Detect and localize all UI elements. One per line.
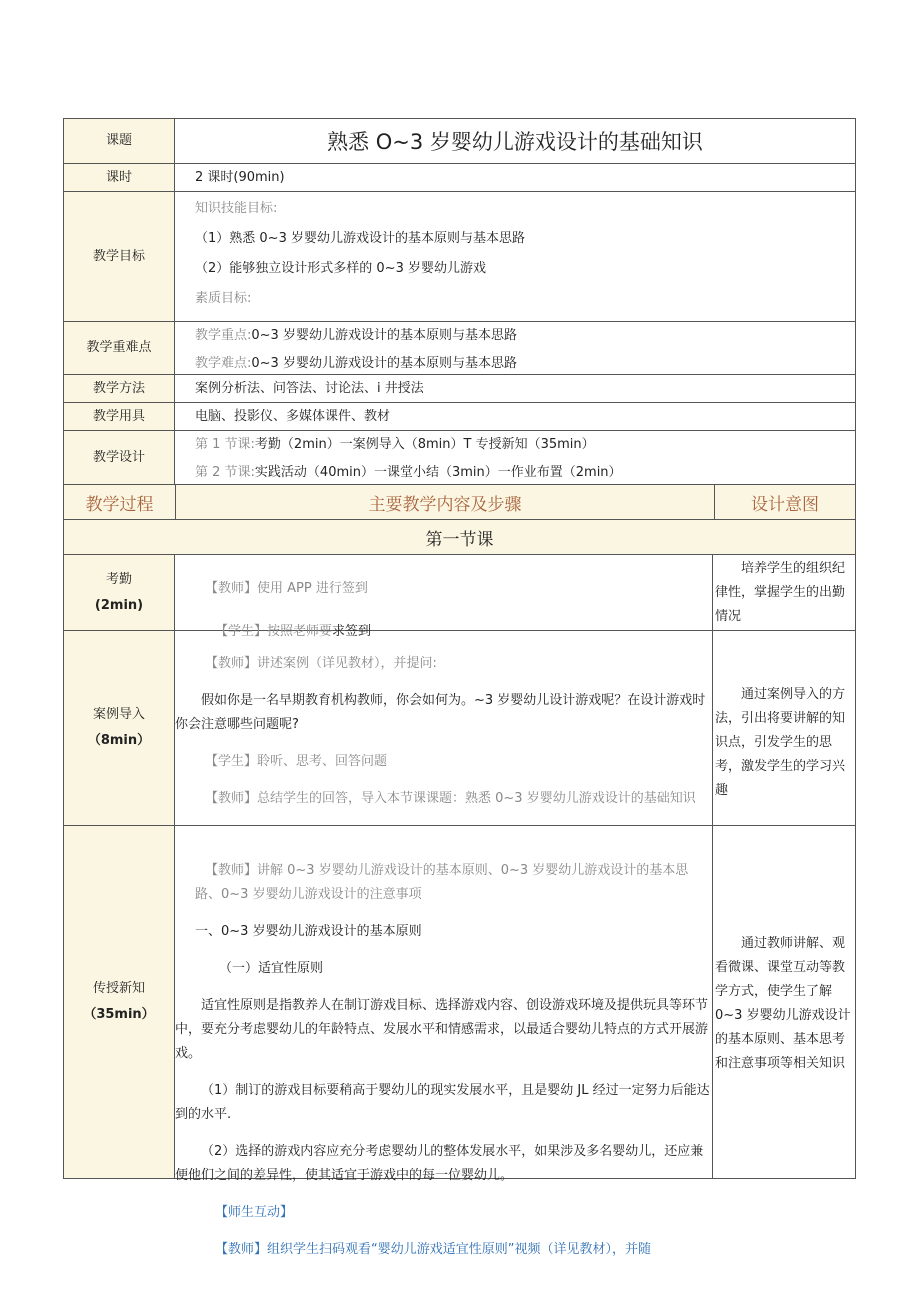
design-row (64, 431, 855, 485)
topic-label: 课题 (64, 119, 175, 163)
nk-teacher-1: 【教师】讲解 0~3 岁婴幼儿游戏设计的基本原则、0~3 岁婴幼儿游戏设计的基本思路、0~3 岁婴幼儿游戏设计的注意事项 (195, 863, 689, 902)
new-knowledge-label: 传授新知 (92, 981, 145, 996)
objectives-row (64, 192, 855, 322)
nk-heading-1: 一、0~3 岁婴幼儿游戏设计的基本原则 (195, 924, 422, 939)
process-col-2: 主要教学内容及步骤 (176, 485, 715, 519)
nk-point-1: （1）制订的游戏目标要稍高于婴幼儿的现实发展水平，且是婴幼 JL 经过一定努力后能达到的水平. (175, 1083, 710, 1122)
case-intro-label: 案例导入 (92, 707, 145, 722)
skill-title: 知识技能目标: (195, 201, 278, 216)
method-value: 案例分析法、问答法、讨论法、i 井授法 (195, 381, 424, 396)
case-teacher-1: 【教师】讲述案例（详见教材），并提问: (205, 656, 437, 671)
process-header (64, 485, 855, 520)
objectives-label: 教学目标 (64, 192, 175, 321)
method-label: 教学方法 (64, 375, 175, 402)
attendance-student-post: 求签到 (332, 624, 372, 639)
nk-para-1: 适宜性原则是指教养人在制订游戏目标、选择游戏内容、创设游戏环境及提供玩具等环节中，要充分考虑婴幼儿的年龄特点、发展水平和情感需求，以最适合婴幼儿特点的方式开展游戏。 (175, 998, 709, 1061)
new-knowledge-duration: （35min） (83, 1007, 155, 1022)
hours-value: 2 课时(90min) (195, 170, 285, 185)
tools-label: 教学用具 (64, 403, 175, 430)
process-col-3: 设计意图 (751, 494, 819, 515)
focus-label: 教学重点: (195, 328, 252, 343)
attendance-row (64, 555, 855, 639)
attendance-label: 考勤 (105, 571, 132, 587)
hours-label: 课时 (64, 164, 175, 191)
case-question: 假如你是一名早期教育机构教师，你会如何为。~3 岁婴幼儿设计游戏呢？在设计游戏时你会注意哪些问题呢? (175, 693, 706, 732)
new-knowledge-row (64, 826, 855, 1257)
case-teacher-2: 【教师】总结学生的回答，导入本节课课题：熟悉 0~3 岁婴幼儿游戏设计的基础知识 (205, 791, 696, 806)
tools-value: 电脑、投影仪、多媒体课件、教材 (195, 409, 391, 424)
case-student: 【学生】聆听、思考、回答问题 (205, 754, 388, 769)
skill-item-1: （1）熟悉 0~3 岁婴幼儿游戏设计的基本原则与基本思路 (195, 231, 525, 246)
skill-item-2: （2）能够独立设计形式多样的 0~3 岁婴幼儿游戏 (195, 261, 486, 276)
nk-interact: 【师生互动】 (215, 1205, 294, 1220)
attendance-student-pre: 【学生】按照老师要 (215, 624, 333, 639)
focus-value: 0~3 岁婴幼儿游戏设计的基本原则与基本思路 (251, 328, 517, 343)
design-s2-label: 第 2 节课: (195, 465, 255, 480)
lesson-plan-table (63, 118, 856, 1257)
tools-row (64, 403, 855, 431)
key-points-row (64, 322, 855, 375)
nk-teacher-2: 【教师】组织学生扫码观看“婴幼儿游戏适宜性原则”视频（详见教材），并随 (215, 1242, 651, 1257)
hours-row (64, 164, 855, 192)
nk-point-2: （2）选择的游戏内容应充分考虑婴幼儿的整体发展水平，如果涉及多名婴幼儿，还应兼便他们之间的差异性，使其适宜于游戏中的每一位婴幼儿。 (175, 1144, 704, 1183)
design-s2: 实践活动（40min）一课堂小结（3min）一作业布置（2min） (254, 465, 622, 480)
nk-sub-1: （一）适宜性原则 (219, 961, 324, 976)
case-intro-row (64, 631, 855, 826)
key-points-label: 教学重难点 (64, 322, 175, 374)
attendance-intent: 培养学生的组织纪律性，掌握学生的出勤情况 (715, 561, 846, 624)
difficulty-label: 教学难点: (195, 356, 252, 371)
quality-title: 素质目标: (195, 291, 252, 306)
new-knowledge-intent: 通过教师讲解、观看微课、课堂互动等教学方式，使学生了解 0~3 岁婴幼儿游戏设计的基本原则、基本思考和注意事项等相关知识 (715, 936, 851, 1071)
method-row (64, 375, 855, 403)
topic-row (64, 119, 855, 164)
attendance-duration: (2min) (94, 597, 144, 613)
attendance-teacher: 【教师】使用 APP 进行签到 (205, 581, 368, 596)
case-intro-intent: 通过案例导入的方法，引出将要讲解的知识点，引发学生的思考，激发学生的学习兴趣 (715, 687, 846, 798)
difficulty-value: 0~3 岁婴幼儿游戏设计的基本原则与基本思路 (251, 356, 517, 371)
page-title: 熟悉 O~3 岁婴幼儿游戏设计的基础知识 (327, 130, 703, 154)
case-intro-duration: （8min） (87, 733, 151, 748)
process-col-1: 教学过程 (64, 485, 176, 519)
design-s1: 考勤（2min）一案例导入（8min）T 专授新知（35min） (254, 437, 595, 452)
design-label: 教学设计 (64, 431, 175, 484)
design-s1-label: 第 1 节课: (195, 437, 255, 452)
section-title: 第一节课 (64, 520, 855, 555)
